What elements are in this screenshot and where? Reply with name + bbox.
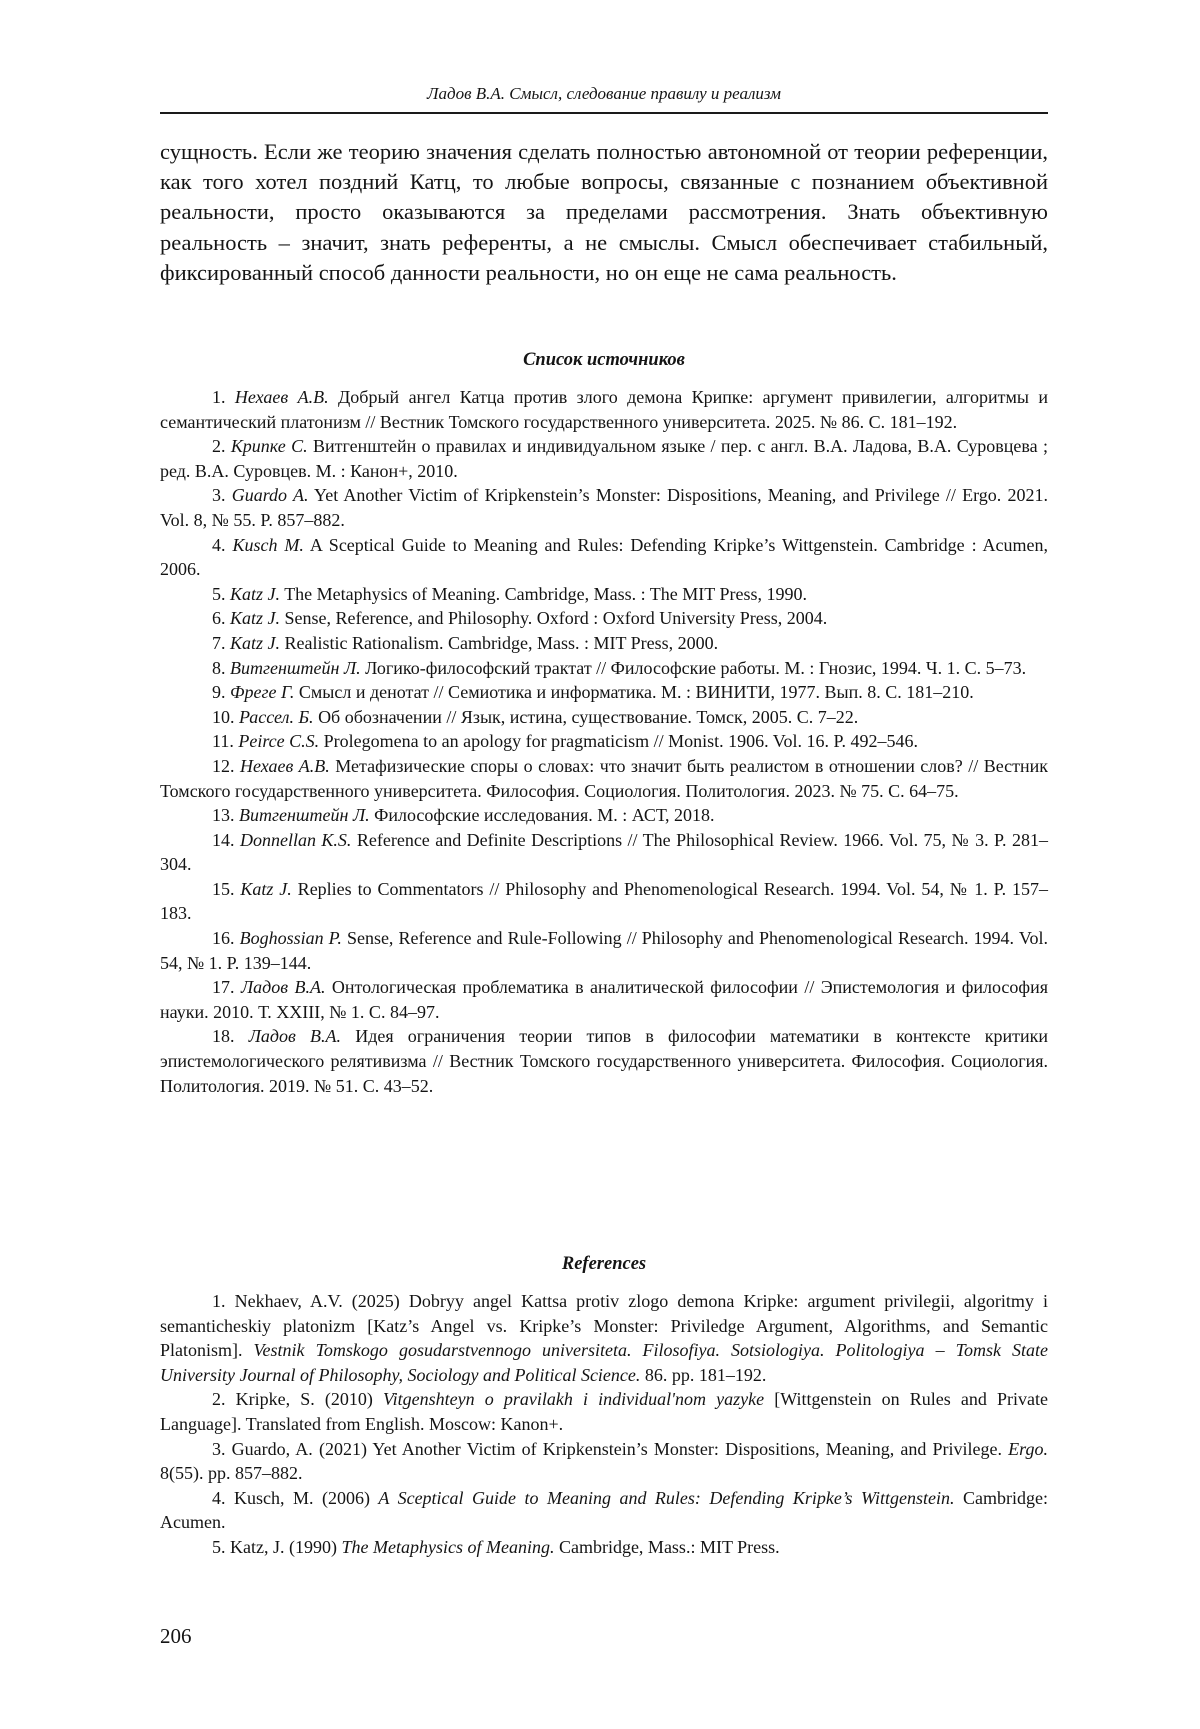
source-item: 9. Фреге Г. Смысл и денотат // Семиотика и информатика. М. : ВИНИТИ, 1977. Вып. 8. С. 181–210. bbox=[212, 682, 974, 703]
source-item: 12. Нехаев А.В. Метафизические споры о словах: что значит быть реалистом в отношении слов? // Вестник Томского государственного университета. Философия. Социология. Политология. 2023. № 75. С. 64–75. bbox=[160, 755, 1049, 801]
header-rule bbox=[160, 112, 1048, 114]
reference-item: 5. Katz, J. (1990) The Metaphysics of Meaning. Cambridge, Mass.: MIT Press. bbox=[212, 1536, 780, 1557]
reference-item: 3. Guardo, A. (2021) Yet Another Victim of Kripkenstein’s Monster: Dispositions, Meaning, and Privilege. Ergo. 8(55). pp. 857–882. bbox=[160, 1438, 1048, 1484]
intro-paragraph: сущность. Если же теорию значения сделать полностью автономной от теории референции, как того хотел поздний Катц, то любые вопросы, связанные с познанием объективной реальности, просто оказываются за пределами рассмотрения. Знать объективную реальность – значит, знать референты, а не смыслы. Смысл обеспечивает стабильный, фиксированный способ данности реальности, но он еще не сама реальность. bbox=[160, 139, 1048, 285]
source-item: 2. Крипке С. Витгенштейн о правилах и индивидуальном языке / пер. с англ. В.А. Ладова, В.А. Суровцева ; ред. В.А. Суровцев. М. : Канон+, 2010. bbox=[160, 436, 1048, 481]
source-item: 6. Katz J. Sense, Reference, and Philosophy. Oxford : Oxford University Press, 2004. bbox=[212, 608, 828, 629]
source-item: 5. Katz J. The Metaphysics of Meaning. Cambridge, Mass. : The MIT Press, 1990. bbox=[212, 583, 807, 604]
running-head: Ладов В.А. Смысл, следование правилу и реализм bbox=[427, 84, 781, 103]
source-item: 13. Витгенштейн Л. Философские исследования. М. : АСТ, 2018. bbox=[212, 805, 715, 826]
reference-item: 1. Nekhaev, A.V. (2025) Dobryy angel Kattsa protiv zlogo demona Kripke: argument privilegii, algoritmy i semanticheskiy platonizm [Katz’s Angel vs. Kripke’s Monster: Priviledge Argument, Algorithms, and Semantic Platonism]. Vestnik Tomskogo gosudarstvennogo universiteta. Filosofiya. Sotsiologiya. Politologiya – Tomsk State University Journal of Philosophy, Sociology and Political Science. 86. pp. 181–192. bbox=[160, 1291, 1048, 1385]
source-item: 16. Boghossian P. Sense, Reference and Rule-Following // Philosophy and Phenomenological Research. 1994. Vol. 54, № 1. P. 139–144. bbox=[160, 928, 1048, 973]
source-item: 14. Donnellan K.S. Reference and Definite Descriptions // The Philosophical Review. 1966. Vol. 75, № 3. P. 281–304. bbox=[160, 829, 1048, 875]
source-item: 4. Kusch M. A Sceptical Guide to Meaning and Rules: Defending Kripke’s Wittgenstein. Cambridge : Acumen, 2006. bbox=[160, 534, 1049, 580]
page-number: 206 bbox=[160, 1624, 192, 1648]
source-item: 15. Katz J. Replies to Commentators // Philosophy and Phenomenological Research. 1994. Vol. 54, № 1. P. 157–183. bbox=[160, 878, 1048, 924]
references-heading: References bbox=[561, 1254, 647, 1274]
source-item: 18. Ладов В.А. Идея ограничения теории типов в философии математики в контексте критики эпистемологического релятивизма // Вестник Томского государственного университета. Философия. Социология. Политология. 2019. № 51. С. 43–52. bbox=[160, 1026, 1049, 1096]
reference-item: 4. Kusch, M. (2006) A Sceptical Guide to Meaning and Rules: Defending Kripke’s Wittgenstein. Cambridge: Acumen. bbox=[160, 1487, 1048, 1533]
sources-list bbox=[160, 385, 1048, 1098]
source-item: 10. Рассел. Б. Об обозначении // Язык, истина, существование. Томск, 2005. С. 7–22. bbox=[212, 706, 859, 727]
source-item: 3. Guardo A. Yet Another Victim of Kripkenstein’s Monster: Dispositions, Meaning, and Privilege // Ergo. 2021. Vol. 8, № 55. P. 857–882. bbox=[160, 485, 1048, 530]
source-item: 7. Katz J. Realistic Rationalism. Cambridge, Mass. : MIT Press, 2000. bbox=[212, 632, 719, 653]
source-item: 11. Peirce C.S. Prolegomena to an apology for pragmaticism // Monist. 1906. Vol. 16. P. 492–546. bbox=[212, 731, 918, 752]
source-item: 8. Витгенштейн Л. Логико-философский трактат // Философские работы. М. : Гнозис, 1994. Ч. 1. С. 5–73. bbox=[212, 657, 1027, 678]
source-item: 1. Нехаев А.В. Добрый ангел Катца против злого демона Крипке: аргумент привилегии, алгоритмы и семантический платонизм // Вестник Томского государственного университета. 2025. № 86. С. 181–192. bbox=[160, 387, 1049, 432]
references-list bbox=[160, 1289, 1048, 1560]
source-item: 17. Ладов В.А. Онтологическая проблематика в аналитической философии // Эпистемология и философия науки. 2010. Т. XXIII, № 1. С. 84–97. bbox=[160, 977, 1048, 1022]
reference-item: 2. Kripke, S. (2010) Vitgenshteyn o pravilakh i individual'nom yazyke [Wittgenstein on Rules and Private Language]. Translated from English. Moscow: Kanon+. bbox=[160, 1389, 1048, 1434]
sources-heading: Список источников bbox=[523, 350, 685, 370]
